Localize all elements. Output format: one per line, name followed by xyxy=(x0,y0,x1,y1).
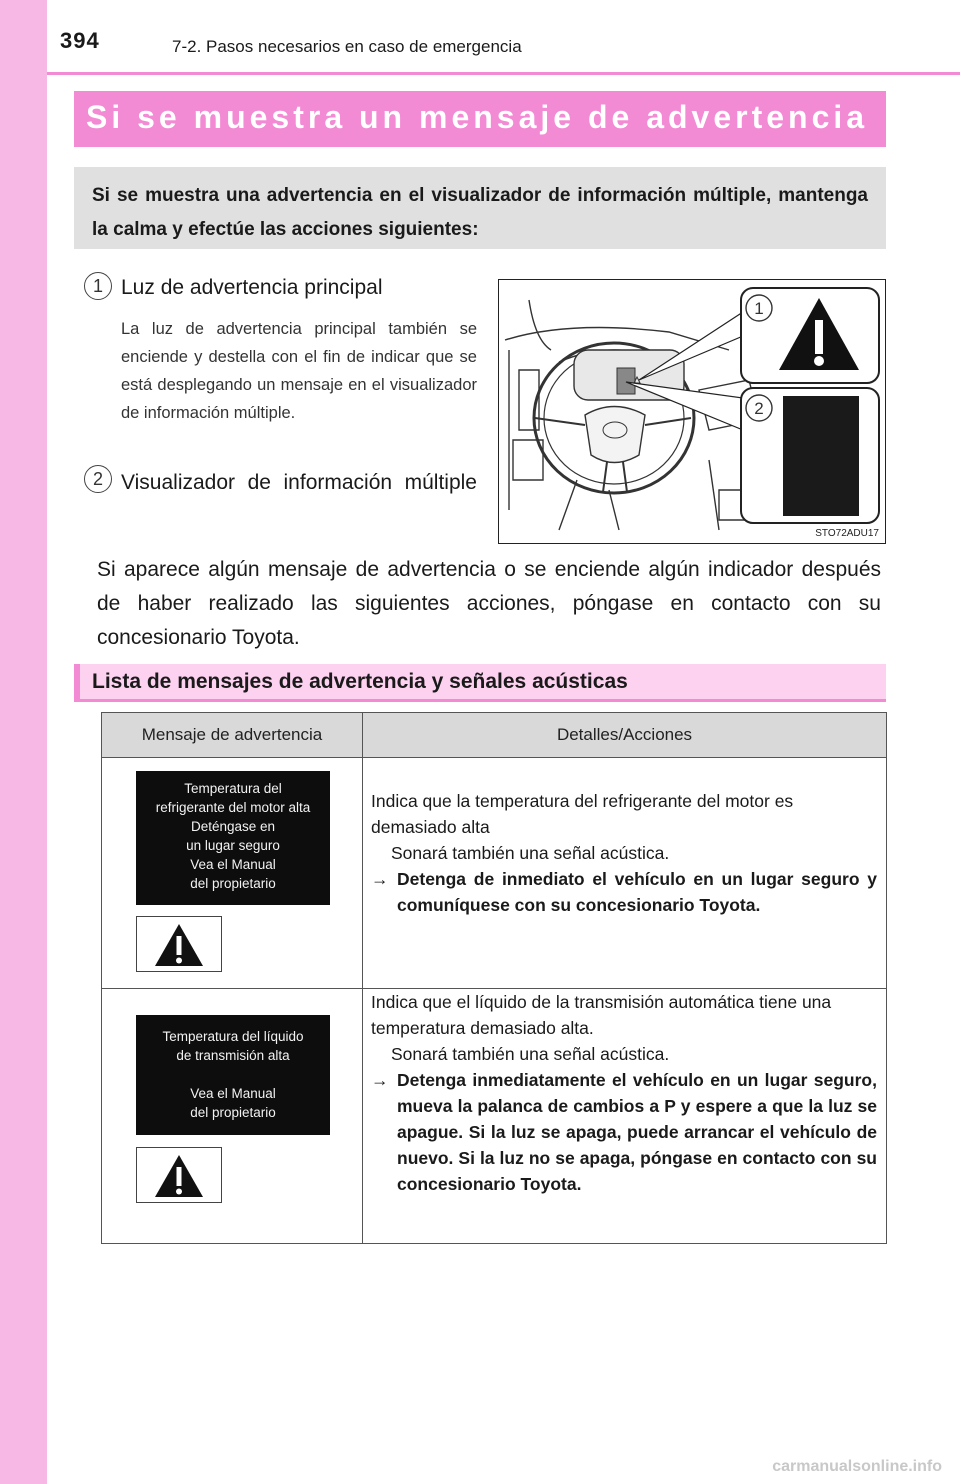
title-bar xyxy=(74,91,886,147)
action-text: Detenga de inmediato el vehículo en un lugar seguro y comuníquese con su concesionario Toyota. xyxy=(397,869,877,915)
details-text: Indica que la temperatura del refrigerante del motor es demasiado alta xyxy=(371,791,794,837)
action-text: Detenga inmediatamente el vehículo en un lugar seguro, mueva la palanca de cambios a P y espere a que la luz se apague. Si la luz se apaga, puede arrancar el vehículo de nuevo. Si la luz no se apaga, póngase en contacto con su concesionario Toyota. xyxy=(397,1070,877,1194)
section-heading: Lista de mensajes de advertencia y señales acústicas xyxy=(92,670,628,693)
action-block xyxy=(371,1067,877,1197)
item-title-2 xyxy=(121,468,477,498)
table-header-row xyxy=(102,713,887,758)
watermark: carmanualsonline.info xyxy=(772,1458,942,1475)
table-row xyxy=(102,989,887,1244)
arrow-icon: → xyxy=(371,1070,389,1090)
action-block xyxy=(371,866,877,918)
side-band xyxy=(0,0,47,1484)
table-row xyxy=(102,758,887,989)
section-accent xyxy=(74,664,80,702)
item-title-1: Luz de advertencia principal xyxy=(121,276,383,299)
display-line: de transmisión alta xyxy=(176,1048,290,1063)
display-line: refrigerante del motor alta xyxy=(155,800,311,815)
dashboard-illustration xyxy=(498,279,886,544)
item-number-2: 2 xyxy=(84,465,112,493)
section-header: 7-2. Pasos necesarios en caso de emergencia xyxy=(172,37,522,56)
beep-note: Sonará también una señal acústica. xyxy=(391,1044,670,1064)
section-heading-bar xyxy=(74,664,886,702)
display-line xyxy=(136,1065,330,1084)
intro-box: Si se muestra una advertencia en el visualizador de información múltiple, mantenga la calma y efectúe las acciones siguientes: xyxy=(74,167,886,249)
table-header: Mensaje de advertencia xyxy=(102,713,363,758)
display-line: Vea el Manual xyxy=(190,857,276,872)
details-block xyxy=(371,788,877,918)
item-title-2-text: Visualizador de información múltiple xyxy=(121,471,477,494)
display-line: del propietario xyxy=(190,876,276,891)
body-paragraph: Si aparece algún mensaje de advertencia o se enciende algún indicador después de haber realizado las siguientes acciones, póngase en contacto con su concesionario Toyota. xyxy=(97,558,881,649)
item-description-1: La luz de advertencia principal también se enciende y destella con el fin de indicar que se está desplegando un mensaje en el visualizador de información múltiple. xyxy=(121,320,477,422)
master-warning-icon-box xyxy=(136,916,222,972)
display-line: un lugar seguro xyxy=(186,838,280,853)
master-warning-icon-box xyxy=(136,1147,222,1203)
beep-note: Sonará también una señal acústica. xyxy=(391,843,670,863)
table-header: Detalles/Acciones xyxy=(363,713,887,758)
details-cell xyxy=(363,989,887,1244)
warning-triangle-icon xyxy=(137,1148,221,1202)
callout-1: 1 xyxy=(754,299,764,318)
warning-triangle-icon xyxy=(137,917,221,971)
display-line: Temperatura del xyxy=(184,781,282,796)
display-message-box xyxy=(136,771,330,905)
details-block xyxy=(371,989,877,1197)
page-number: 394 xyxy=(60,28,100,53)
display-line: Deténgase en xyxy=(190,819,276,834)
callout-2: 2 xyxy=(754,399,764,418)
message-cell xyxy=(102,758,363,989)
header-rule xyxy=(47,72,960,75)
display-line: del propietario xyxy=(190,1105,276,1120)
item-number-1: 1 xyxy=(84,272,112,300)
details-cell xyxy=(363,758,887,989)
message-cell xyxy=(102,989,363,1244)
display-line: Temperatura del líquido xyxy=(162,1029,304,1044)
illustration-code: STO72ADU17 xyxy=(815,528,879,539)
arrow-icon: → xyxy=(371,869,389,889)
steering-wheel-drawing xyxy=(499,280,885,543)
warning-message-table xyxy=(101,712,887,1244)
display-message-box xyxy=(136,1015,330,1135)
page-title: Si se muestra un mensaje de advertencia xyxy=(86,99,869,135)
details-text: Indica que el líquido de la transmisión automática tiene una temperatura demasiado alta. xyxy=(371,992,832,1038)
display-line: Vea el Manual xyxy=(190,1086,276,1101)
